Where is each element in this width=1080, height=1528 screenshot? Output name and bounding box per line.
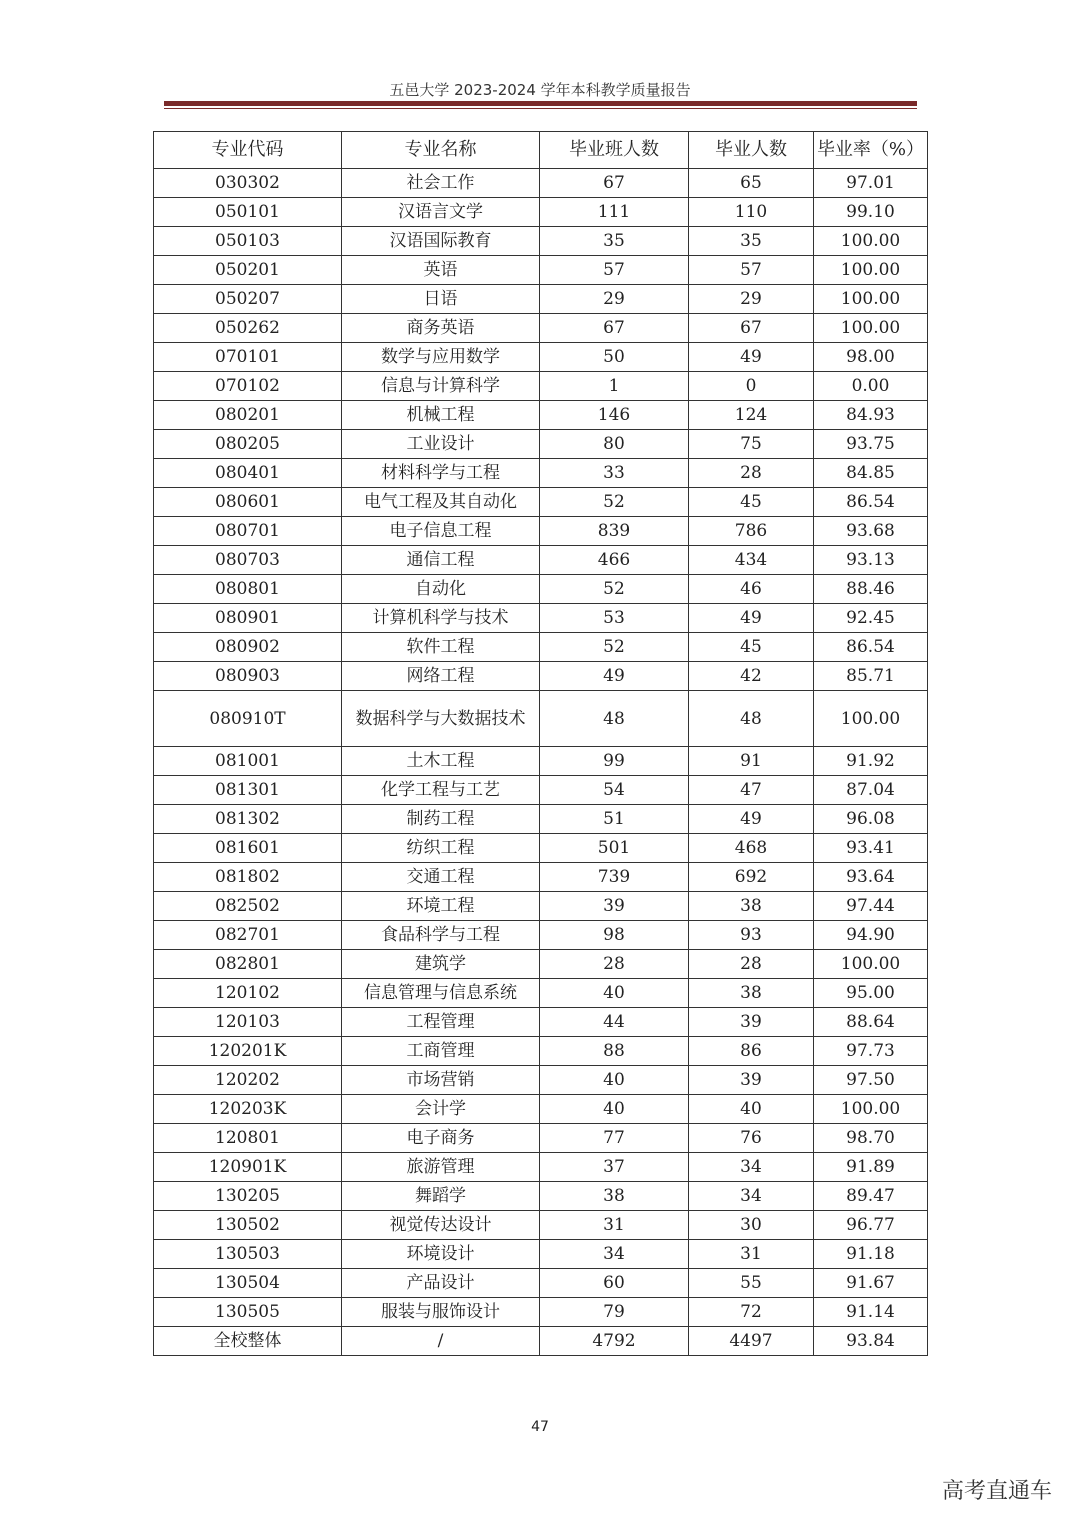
table-row (154, 950, 928, 979)
column-header-code: 专业代码 (154, 132, 342, 169)
cell-graduation-rate: 91.89 (814, 1153, 928, 1182)
cell-graduation-rate: 92.45 (814, 604, 928, 633)
cell-graduation-rate: 86.54 (814, 633, 928, 662)
watermark-text: 高考直通车 (941, 1479, 1052, 1504)
cell-graduate-count: 72 (689, 1298, 814, 1327)
cell-graduation-rate: 85.71 (814, 662, 928, 691)
cell-class-count: 38 (540, 1182, 689, 1211)
cell-code: 050201 (154, 256, 342, 285)
cell-code: 080910T (154, 691, 342, 747)
cell-graduate-count: 49 (689, 604, 814, 633)
cell-graduation-rate: 94.90 (814, 921, 928, 950)
cell-name: 纺织工程 (342, 834, 540, 863)
graduation-rate-table (153, 131, 928, 1356)
cell-graduation-rate: 93.84 (814, 1327, 928, 1356)
cell-graduation-rate: 96.08 (814, 805, 928, 834)
cell-name: 土木工程 (342, 747, 540, 776)
cell-code: 130503 (154, 1240, 342, 1269)
cell-graduate-count: 34 (689, 1182, 814, 1211)
table-total-row (154, 1327, 928, 1356)
cell-class-count: 88 (540, 1037, 689, 1066)
cell-class-count: 739 (540, 863, 689, 892)
cell-class-count: 146 (540, 401, 689, 430)
cell-graduate-count: 45 (689, 633, 814, 662)
table-row (154, 575, 928, 604)
table-row (154, 517, 928, 546)
header-rule-thin (164, 108, 917, 109)
cell-graduation-rate: 100.00 (814, 950, 928, 979)
cell-class-count: 35 (540, 227, 689, 256)
cell-code: 130502 (154, 1211, 342, 1240)
cell-class-count: 37 (540, 1153, 689, 1182)
cell-class-count: 111 (540, 198, 689, 227)
cell-graduate-count: 93 (689, 921, 814, 950)
table-row (154, 979, 928, 1008)
cell-class-count: 53 (540, 604, 689, 633)
cell-code: 082502 (154, 892, 342, 921)
cell-code: 120201K (154, 1037, 342, 1066)
table-row (154, 546, 928, 575)
cell-code: 082701 (154, 921, 342, 950)
cell-graduate-count: 75 (689, 430, 814, 459)
cell-graduation-rate: 0.00 (814, 372, 928, 401)
cell-class-count: 50 (540, 343, 689, 372)
cell-class-count: 466 (540, 546, 689, 575)
cell-code: 050101 (154, 198, 342, 227)
cell-graduation-rate: 89.47 (814, 1182, 928, 1211)
table-row (154, 604, 928, 633)
cell-name: 信息与计算科学 (342, 372, 540, 401)
cell-graduation-rate: 97.44 (814, 892, 928, 921)
cell-graduation-rate: 95.00 (814, 979, 928, 1008)
table-row (154, 430, 928, 459)
cell-code: 全校整体 (154, 1327, 342, 1356)
cell-class-count: 1 (540, 372, 689, 401)
cell-class-count: 28 (540, 950, 689, 979)
cell-class-count: 52 (540, 575, 689, 604)
table-body (154, 169, 928, 1356)
cell-name: 材料科学与工程 (342, 459, 540, 488)
cell-graduate-count: 35 (689, 227, 814, 256)
cell-graduate-count: 468 (689, 834, 814, 863)
cell-class-count: 79 (540, 1298, 689, 1327)
cell-graduate-count: 30 (689, 1211, 814, 1240)
cell-graduate-count: 65 (689, 169, 814, 198)
cell-code: 120901K (154, 1153, 342, 1182)
cell-graduate-count: 67 (689, 314, 814, 343)
cell-graduation-rate: 91.18 (814, 1240, 928, 1269)
cell-code: 120801 (154, 1124, 342, 1153)
column-header-class-count: 毕业班人数 (540, 132, 689, 169)
cell-graduate-count: 39 (689, 1066, 814, 1095)
cell-code: 082801 (154, 950, 342, 979)
cell-class-count: 99 (540, 747, 689, 776)
cell-class-count: 67 (540, 169, 689, 198)
cell-graduate-count: 47 (689, 776, 814, 805)
cell-graduation-rate: 91.92 (814, 747, 928, 776)
cell-class-count: 44 (540, 1008, 689, 1037)
cell-class-count: 40 (540, 1066, 689, 1095)
cell-graduate-count: 31 (689, 1240, 814, 1269)
cell-code: 080903 (154, 662, 342, 691)
table-row (154, 1240, 928, 1269)
cell-graduate-count: 49 (689, 343, 814, 372)
cell-code: 130205 (154, 1182, 342, 1211)
cell-code: 080901 (154, 604, 342, 633)
cell-graduate-count: 0 (689, 372, 814, 401)
cell-graduation-rate: 97.01 (814, 169, 928, 198)
cell-code: 081302 (154, 805, 342, 834)
cell-name: 市场营销 (342, 1066, 540, 1095)
cell-graduate-count: 4497 (689, 1327, 814, 1356)
cell-graduation-rate: 99.10 (814, 198, 928, 227)
cell-code: 080201 (154, 401, 342, 430)
cell-class-count: 839 (540, 517, 689, 546)
cell-code: 080401 (154, 459, 342, 488)
cell-name: 信息管理与信息系统 (342, 979, 540, 1008)
table-row (154, 1182, 928, 1211)
table-row (154, 805, 928, 834)
cell-name: 工业设计 (342, 430, 540, 459)
cell-graduate-count: 46 (689, 575, 814, 604)
cell-name: 服装与服饰设计 (342, 1298, 540, 1327)
cell-graduation-rate: 96.77 (814, 1211, 928, 1240)
cell-graduate-count: 39 (689, 1008, 814, 1037)
page-number: 47 (531, 1419, 549, 1435)
table-row (154, 892, 928, 921)
cell-graduation-rate: 100.00 (814, 227, 928, 256)
cell-class-count: 48 (540, 691, 689, 747)
cell-name: 商务英语 (342, 314, 540, 343)
table-row (154, 834, 928, 863)
cell-graduation-rate: 98.70 (814, 1124, 928, 1153)
cell-graduate-count: 38 (689, 892, 814, 921)
cell-graduation-rate: 97.73 (814, 1037, 928, 1066)
cell-name: 化学工程与工艺 (342, 776, 540, 805)
cell-code: 030302 (154, 169, 342, 198)
cell-class-count: 40 (540, 1095, 689, 1124)
column-header-graduation-rate: 毕业率（%） (814, 132, 928, 169)
cell-code: 080205 (154, 430, 342, 459)
table-row (154, 314, 928, 343)
cell-name: 社会工作 (342, 169, 540, 198)
cell-name: 环境工程 (342, 892, 540, 921)
table-row (154, 343, 928, 372)
column-header-graduate-count: 毕业人数 (689, 132, 814, 169)
cell-graduate-count: 28 (689, 950, 814, 979)
cell-name: 汉语言文学 (342, 198, 540, 227)
cell-name: 英语 (342, 256, 540, 285)
cell-graduate-count: 45 (689, 488, 814, 517)
cell-class-count: 52 (540, 633, 689, 662)
cell-class-count: 49 (540, 662, 689, 691)
cell-name: 旅游管理 (342, 1153, 540, 1182)
cell-graduate-count: 49 (689, 805, 814, 834)
cell-name: 汉语国际教育 (342, 227, 540, 256)
cell-class-count: 501 (540, 834, 689, 863)
cell-name: 电气工程及其自动化 (342, 488, 540, 517)
cell-name: 计算机科学与技术 (342, 604, 540, 633)
cell-name: / (342, 1327, 540, 1356)
cell-graduate-count: 55 (689, 1269, 814, 1298)
cell-code: 130504 (154, 1269, 342, 1298)
cell-graduation-rate: 93.75 (814, 430, 928, 459)
cell-code: 130505 (154, 1298, 342, 1327)
cell-name: 日语 (342, 285, 540, 314)
cell-class-count: 54 (540, 776, 689, 805)
cell-code: 081001 (154, 747, 342, 776)
cell-name: 制药工程 (342, 805, 540, 834)
cell-graduate-count: 434 (689, 546, 814, 575)
table-row (154, 401, 928, 430)
table-row (154, 1095, 928, 1124)
table-row (154, 691, 928, 747)
cell-graduate-count: 110 (689, 198, 814, 227)
cell-name: 舞蹈学 (342, 1182, 540, 1211)
cell-code: 050207 (154, 285, 342, 314)
cell-code: 070102 (154, 372, 342, 401)
cell-graduation-rate: 97.50 (814, 1066, 928, 1095)
cell-graduate-count: 48 (689, 691, 814, 747)
cell-class-count: 77 (540, 1124, 689, 1153)
cell-graduation-rate: 100.00 (814, 256, 928, 285)
cell-name: 交通工程 (342, 863, 540, 892)
cell-code: 120102 (154, 979, 342, 1008)
table-row (154, 1008, 928, 1037)
cell-name: 软件工程 (342, 633, 540, 662)
cell-graduation-rate: 93.13 (814, 546, 928, 575)
cell-graduation-rate: 100.00 (814, 285, 928, 314)
cell-graduate-count: 786 (689, 517, 814, 546)
cell-class-count: 4792 (540, 1327, 689, 1356)
table-row (154, 1153, 928, 1182)
cell-name: 机械工程 (342, 401, 540, 430)
cell-graduation-rate: 84.85 (814, 459, 928, 488)
table-row (154, 863, 928, 892)
table-row (154, 1211, 928, 1240)
cell-class-count: 40 (540, 979, 689, 1008)
cell-name: 数据科学与大数据技术 (342, 691, 540, 747)
table-row (154, 776, 928, 805)
cell-code: 080801 (154, 575, 342, 604)
table-row (154, 488, 928, 517)
cell-name: 网络工程 (342, 662, 540, 691)
header-rule-thick (164, 101, 917, 106)
cell-class-count: 34 (540, 1240, 689, 1269)
cell-class-count: 80 (540, 430, 689, 459)
table-row (154, 198, 928, 227)
table-row (154, 1269, 928, 1298)
table-row (154, 633, 928, 662)
cell-class-count: 51 (540, 805, 689, 834)
table-row (154, 372, 928, 401)
cell-code: 080601 (154, 488, 342, 517)
table-row (154, 921, 928, 950)
cell-class-count: 39 (540, 892, 689, 921)
report-header-title: 五邑大学 2023-2024 学年本科教学质量报告 (389, 81, 691, 99)
table-row (154, 662, 928, 691)
cell-graduation-rate: 93.41 (814, 834, 928, 863)
cell-graduation-rate: 93.68 (814, 517, 928, 546)
table-header-row (154, 132, 928, 169)
cell-graduate-count: 91 (689, 747, 814, 776)
table-row (154, 169, 928, 198)
cell-class-count: 52 (540, 488, 689, 517)
cell-code: 050103 (154, 227, 342, 256)
cell-graduation-rate: 84.93 (814, 401, 928, 430)
column-header-name: 专业名称 (342, 132, 540, 169)
cell-graduation-rate: 88.46 (814, 575, 928, 604)
cell-code: 080703 (154, 546, 342, 575)
table-row (154, 256, 928, 285)
cell-graduation-rate: 100.00 (814, 1095, 928, 1124)
cell-graduation-rate: 91.67 (814, 1269, 928, 1298)
cell-graduate-count: 34 (689, 1153, 814, 1182)
cell-name: 视觉传达设计 (342, 1211, 540, 1240)
cell-code: 081301 (154, 776, 342, 805)
cell-code: 081601 (154, 834, 342, 863)
cell-graduate-count: 124 (689, 401, 814, 430)
table-row (154, 747, 928, 776)
cell-graduate-count: 692 (689, 863, 814, 892)
cell-name: 食品科学与工程 (342, 921, 540, 950)
cell-name: 环境设计 (342, 1240, 540, 1269)
cell-graduation-rate: 100.00 (814, 691, 928, 747)
cell-name: 数学与应用数学 (342, 343, 540, 372)
table-row (154, 1298, 928, 1327)
cell-class-count: 31 (540, 1211, 689, 1240)
cell-name: 建筑学 (342, 950, 540, 979)
table-row (154, 1037, 928, 1066)
cell-class-count: 60 (540, 1269, 689, 1298)
table-row (154, 1124, 928, 1153)
cell-graduation-rate: 93.64 (814, 863, 928, 892)
cell-graduation-rate: 88.64 (814, 1008, 928, 1037)
cell-graduate-count: 76 (689, 1124, 814, 1153)
cell-graduation-rate: 86.54 (814, 488, 928, 517)
cell-graduate-count: 57 (689, 256, 814, 285)
cell-graduate-count: 40 (689, 1095, 814, 1124)
cell-name: 电子商务 (342, 1124, 540, 1153)
cell-name: 会计学 (342, 1095, 540, 1124)
cell-name: 自动化 (342, 575, 540, 604)
cell-graduation-rate: 87.04 (814, 776, 928, 805)
cell-class-count: 67 (540, 314, 689, 343)
cell-name: 通信工程 (342, 546, 540, 575)
cell-graduation-rate: 91.14 (814, 1298, 928, 1327)
table-row (154, 1066, 928, 1095)
cell-name: 产品设计 (342, 1269, 540, 1298)
cell-graduate-count: 29 (689, 285, 814, 314)
cell-class-count: 98 (540, 921, 689, 950)
cell-graduate-count: 42 (689, 662, 814, 691)
table-row (154, 227, 928, 256)
cell-code: 120202 (154, 1066, 342, 1095)
cell-code: 080902 (154, 633, 342, 662)
cell-class-count: 33 (540, 459, 689, 488)
cell-code: 080701 (154, 517, 342, 546)
cell-name: 电子信息工程 (342, 517, 540, 546)
cell-graduate-count: 28 (689, 459, 814, 488)
cell-code: 050262 (154, 314, 342, 343)
cell-name: 工商管理 (342, 1037, 540, 1066)
cell-class-count: 57 (540, 256, 689, 285)
cell-name: 工程管理 (342, 1008, 540, 1037)
cell-code: 070101 (154, 343, 342, 372)
cell-graduate-count: 38 (689, 979, 814, 1008)
cell-code: 120103 (154, 1008, 342, 1037)
table-row (154, 459, 928, 488)
cell-code: 120203K (154, 1095, 342, 1124)
cell-graduation-rate: 100.00 (814, 314, 928, 343)
cell-graduate-count: 86 (689, 1037, 814, 1066)
cell-class-count: 29 (540, 285, 689, 314)
cell-graduation-rate: 98.00 (814, 343, 928, 372)
table-row (154, 285, 928, 314)
cell-code: 081802 (154, 863, 342, 892)
